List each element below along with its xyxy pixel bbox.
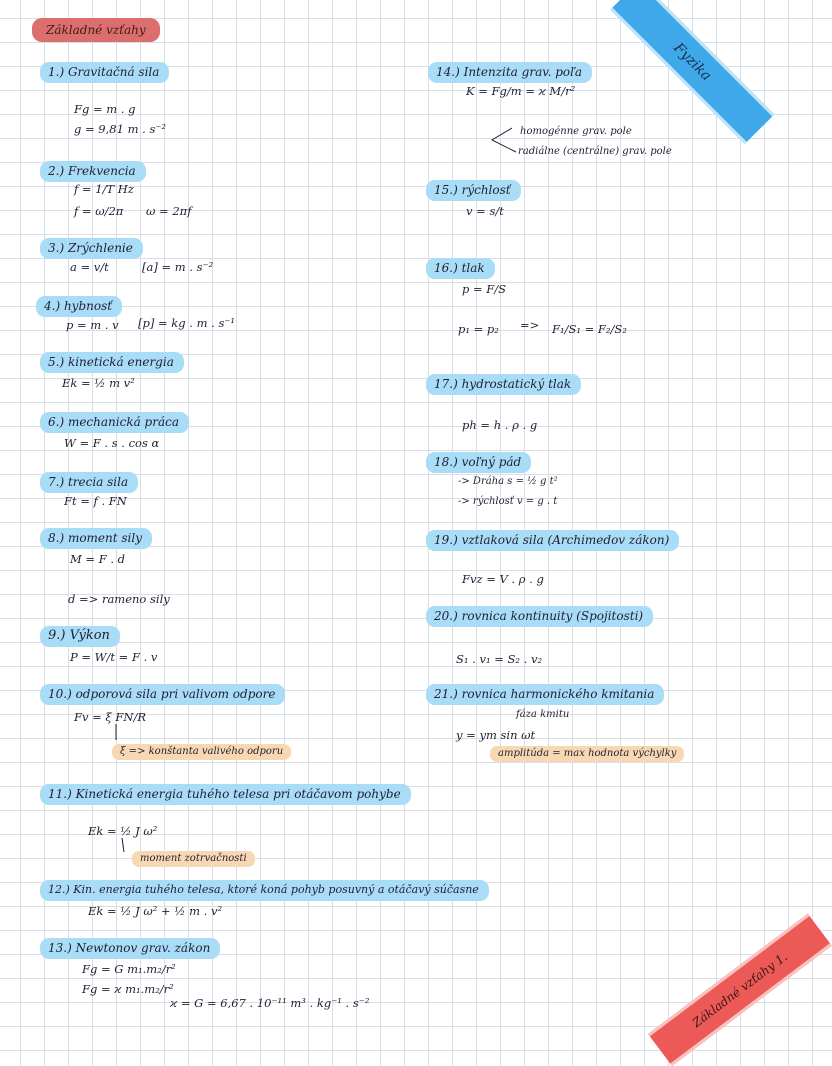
formula-14b: homogénne grav. pole xyxy=(520,126,632,137)
formula-20a: S₁ . v₁ = S₂ . v₂ xyxy=(456,652,543,666)
formula-16a: p = F/S xyxy=(462,282,507,296)
formula-11a: Ek = ½ J ω² xyxy=(88,824,158,838)
formula-8a: M = F . d xyxy=(70,552,126,566)
formula-16d: F₁/S₁ = F₂/S₂ xyxy=(552,322,627,336)
note-10: ξ => konštanta valivého odporu xyxy=(112,744,291,760)
heading-3: 3.) Zrýchlenie xyxy=(40,238,143,259)
formula-2c: ω = 2πf xyxy=(146,204,192,218)
formula-5a: Ek = ½ m v² xyxy=(62,376,135,390)
formula-18a: -> Dráha s = ½ g t² xyxy=(458,476,558,487)
formula-13a: Fg = G m₁.m₂/r² xyxy=(82,962,176,976)
heading-9: 9.) Výkon xyxy=(40,626,120,647)
formula-18b: -> rýchlosť v = g . t xyxy=(458,496,558,507)
heading-13: 13.) Newtonov grav. zákon xyxy=(40,938,220,959)
formula-17a: ph = h . ρ . g xyxy=(462,418,538,432)
formula-16c: => xyxy=(520,318,540,332)
heading-8: 8.) moment sily xyxy=(40,528,152,549)
heading-12: 12.) Kin. energia tuhého telesa, ktoré koná pohyb posuvný a otáčavý súčasne xyxy=(40,880,489,901)
formula-2a: f = 1/T Hz xyxy=(74,182,134,196)
formula-3b: [a] = m . s⁻² xyxy=(142,260,214,274)
heading-1: 1.) Gravitačná sila xyxy=(40,62,169,83)
corner-ribbon: Základné vzťahy 1. xyxy=(648,914,832,1066)
heading-15: 15.) rýchlosť xyxy=(426,180,521,201)
heading-18: 18.) voľný pád xyxy=(426,452,531,473)
formula-12a: Ek = ½ J ω² + ½ m . v² xyxy=(88,904,223,918)
formula-13c: ϰ = G = 6,67 . 10⁻¹¹ m³ . kg⁻¹ . s⁻² xyxy=(170,996,370,1010)
formula-7a: Ft = f . FN xyxy=(64,494,127,508)
formula-3a: a = v/t xyxy=(70,260,109,274)
formula-6a: W = F . s . cos α xyxy=(64,436,160,450)
note-21-top: fáza kmitu xyxy=(516,709,570,720)
formula-19a: Fvz = V . ρ . g xyxy=(462,572,544,586)
heading-16: 16.) tlak xyxy=(426,258,495,279)
heading-20: 20.) rovnica kontinuity (Spojitosti) xyxy=(426,606,653,627)
page-title: Základné vzťahy xyxy=(32,18,160,42)
formula-14a: K = Fg/m = ϰ M/r² xyxy=(466,84,576,98)
formula-10a: Fv = ξ FN/R xyxy=(74,710,146,724)
heading-14: 14.) Intenzita grav. poľa xyxy=(428,62,592,83)
formula-15a: v = s/t xyxy=(466,204,504,218)
note-21: amplitúda = max hodnota výchylky xyxy=(490,746,684,762)
formula-13b: Fg = ϰ m₁.m₂/r² xyxy=(82,982,174,996)
formula-4a: p = m . v xyxy=(66,318,119,332)
heading-2: 2.) Frekvencia xyxy=(40,161,146,182)
formula-1a: Fg = m . g xyxy=(74,102,136,116)
heading-7: 7.) trecia sila xyxy=(40,472,138,493)
formula-4b: [p] = kg . m . s⁻¹ xyxy=(138,316,236,330)
formula-14c: radiálne (centrálne) grav. pole xyxy=(518,146,672,157)
heading-5: 5.) kinetická energia xyxy=(40,352,184,373)
note-11: moment zotrvačnosti xyxy=(132,851,255,867)
heading-4: 4.) hybnosť xyxy=(36,296,122,317)
heading-21: 21.) rovnica harmonického kmitania xyxy=(426,684,664,705)
heading-6: 6.) mechanická práca xyxy=(40,412,189,433)
subject-ribbon: Fyzika xyxy=(610,0,774,144)
heading-19: 19.) vztlaková sila (Archimedov zákon) xyxy=(426,530,679,551)
formula-2b: f = ω/2π xyxy=(74,204,124,218)
formula-16b: p₁ = p₂ xyxy=(458,322,499,336)
heading-17: 17.) hydrostatický tlak xyxy=(426,374,581,395)
formula-9a: P = W/t = F . v xyxy=(70,650,158,664)
formula-21a: y = ym sin ωt xyxy=(456,728,536,742)
formula-8b: d => rameno sily xyxy=(68,592,170,606)
formula-1b: g = 9,81 m . s⁻² xyxy=(74,122,167,136)
heading-11: 11.) Kinetická energia tuhého telesa pri otáčavom pohybe xyxy=(40,784,411,805)
heading-10: 10.) odporová sila pri valivom odpore xyxy=(40,684,285,705)
